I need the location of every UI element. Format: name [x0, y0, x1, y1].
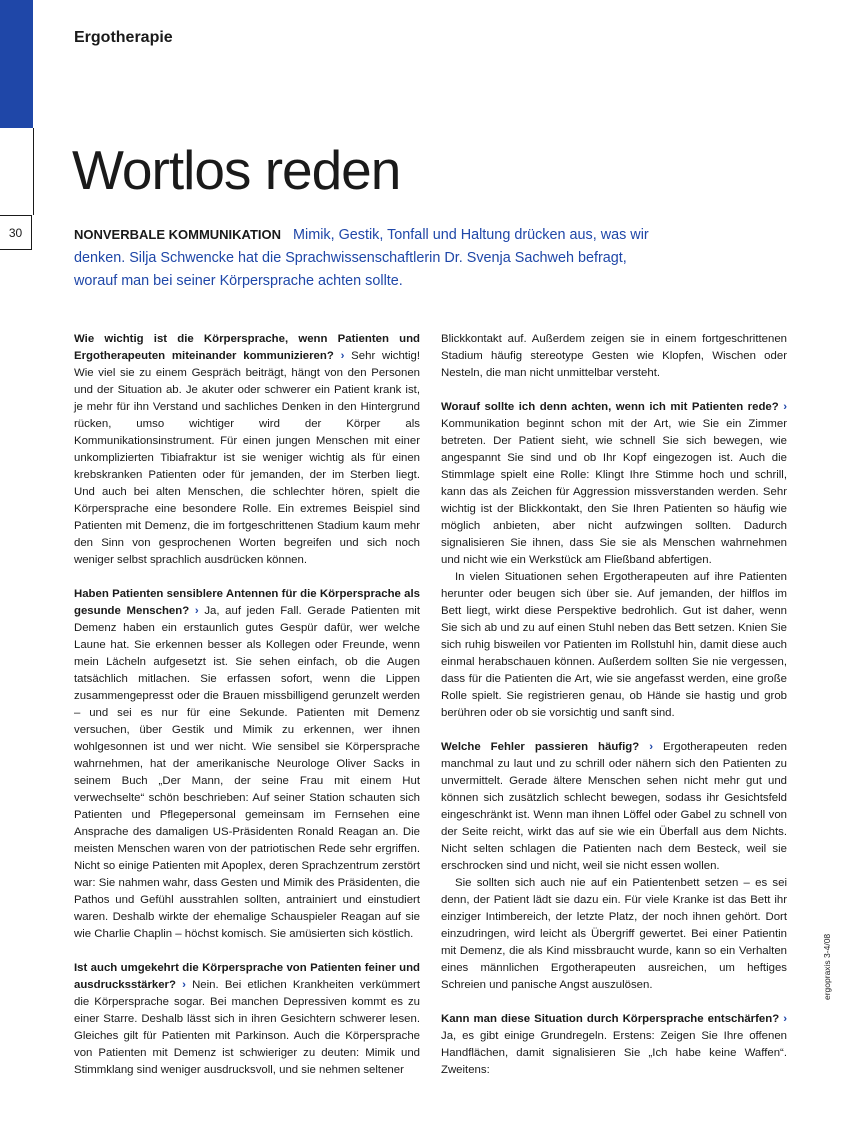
- column-left: [74, 331, 420, 1096]
- arrow-icon: ›: [182, 979, 186, 991]
- lead-text: Mimik, Gestik, Tonfall und Haltung drücken aus, was wir denken. Silja Schwencke hat die Sprachwissenschaftlerin Dr. Svenja Sachweh befragt, worauf man bei seiner Körpersprache achten sollte.: [74, 227, 649, 289]
- article-lead: [74, 223, 654, 293]
- margin-rule: [33, 128, 34, 215]
- question: Worauf sollte ich denn achten, wenn ich mit Patienten rede?: [441, 401, 779, 413]
- continuation-paragraph: Blickkontakt auf. Außerdem zeigen sie in einem fortgeschrittenen Stadium häufig stereotype Gesten wie Klopfen, Wischen oder Nesteln, die man nicht unmittelbar versteht.: [441, 333, 787, 379]
- question: Haben Patienten sensiblere Antennen für die Körpersprache als gesunde Menschen?: [74, 588, 420, 617]
- question: Ist auch umgekehrt die Körpersprache von Patienten feiner und ausdrucksstärker?: [74, 962, 420, 991]
- answer: Kommunikation beginnt schon mit der Art, wie Sie ein Zimmer betreten. Der Patient sieht, wie schnell Sie sich bewegen, wie angespannt Sie sind und ob Ihr Kopf eingezogen ist. Auch die Stimmlage spielt eine Rolle: Klingt Ihre Stimme hoch und schrill, kann das als Zeichen für Aggression missverstanden werden. Sehr wichtig ist der Blickkontakt, den Sie Ihren Patienten so häufig wie möglich anbieten, aber nicht aufzwingen sollten. Dadurch signalisieren Sie ihnen, dass Sie sie als Menschen wahrnehmen und nicht wie ein Werkstück am Fließband abfertigen.: [441, 418, 787, 566]
- question: Wie wichtig ist die Körpersprache, wenn Patienten und Ergotherapeuten miteinander kommunizieren?: [74, 333, 420, 362]
- body-paragraph: In vielen Situationen sehen Ergotherapeuten auf ihre Patienten herunter oder beugen sich über sie. Auf jemanden, der hilflos im Bett liegt, wirkt diese Perspektive bedrohlich. Gut ist daher, wenn Sie sich ab und zu auf einen Stuhl neben das Bett setzen. Knien Sie sich ruhig bisweilen vor Patienten im Rollstuhl hin, damit diese auch einmal herabschauen können. Außerdem sollten Sie nie vergessen, dass für die Patienten die Art, wie sie angefasst werden, eine große Rolle spielt. Sie registrieren genau, ob Hände sie hastig und grob berühren oder ob sie vorsichtig und sanft sind.: [441, 571, 787, 719]
- answer: Ergotherapeuten reden manchmal zu laut und zu schrill oder nähern sich den Patienten zu unvermittelt. Gerade ältere Menschen sehen nicht mehr gut und können sich zusätzlich schlecht bewegen, sodass ihr Gesichtsfeld eingeschränkt ist. Wenn man ihnen Löffel oder Gabel zu schnell von der Seite reicht, wirkt das auf sie wie ein Überfall aus dem Nichts. Nicht selten schlagen die Patienten nach dem Besteck, weil sie erschrocken sind und nicht, weil sie nicht essen wollen.: [441, 741, 787, 872]
- kicker: NONVERBALE KOMMUNIKATION: [74, 227, 282, 242]
- answer: Sehr wichtig! Wie viel sie zu einem Gespräch beiträgt, hängt von den Personen und der Situation ab. Je akuter oder schwerer ein Patient krank ist, je mehr für ihn Verstand und sachliches Denken in den Hintergrund rücken, umso wichtiger wird der Körper als Kommunikationsinstrument. Für einen jungen Menschen mit einer unkomplizierten Tibiafraktur ist sie weniger wichtig als für einen krebskranken Patienten oder für jemanden, der im Sterben liegt. Und auch bei alten Menschen, die schlechter hören, spielt die Körpersprache eine besondere Rolle. Ein extremes Beispiel sind Patienten mit Demenz, die im fortgeschrittenen Stadium kaum mehr den Sinn von gesprochenen Worten begreifen und sich noch weniger selbst sprachlich ausdrücken können.: [74, 350, 420, 566]
- body-paragraph: Sie sollten sich auch nie auf ein Patientenbett setzen – es sei denn, der Patient lädt sie dazu ein. Für viele Kranke ist das Bett ihr einziger Intimbereich, der letzte Platz, der noch ihnen gehört. Dort einzudringen, wird leicht als Übergriff gewertet. Bei einer Patientin mit Demenz, die als Kind missbraucht wurde, kann so ein Verhalten eines männlichen Ergotherapeuten ausreichen, um heftiges Schreien und panische Angst auszulösen.: [441, 877, 787, 991]
- qa-paragraph: [74, 586, 420, 943]
- arrow-icon: ›: [783, 401, 787, 413]
- article-title: Wortlos reden: [72, 139, 401, 201]
- qa-paragraph: [74, 331, 420, 569]
- qa-paragraph: [441, 1011, 787, 1079]
- arrow-icon: ›: [194, 605, 199, 617]
- question: Welche Fehler passieren häufig?: [441, 741, 640, 753]
- column-right: [441, 331, 787, 1079]
- answer: Ja, auf jeden Fall. Gerade Patienten mit Demenz haben ein erstaunlich gutes Gespür dafür, wer welche Laune hat. Sie erkennen besser als Kollegen oder Freunde, wenn mein Lächeln aufgesetzt ist. Sie sehen einfach, ob die Augen tatsächlich mitlachen. Sie erfassen sofort, wenn die Lippen zusammengepresst oder die Brauen missbilligend gerunzelt werden – und sei es nur für eine Sekunde. Patienten mit Demenz versuchen, über Gestik und Mimik zu erkennen, wer ihnen wohlgesonnen ist und wer nicht. Wie sensibel sie Körpersprache wahrnehmen, hat der amerikanische Neurologe Oliver Sacks in seinem Buch „Der Mann, der seine Frau mit einem Hut verwechselte“ schön beschrieben: Auf seiner Station schauten sich Patienten und Pflegepersonal gemeinsam im Fernsehen eine Ansprache des damaligen US-Präsidenten Ronald Reagan an. Die meisten Menschen waren von der patriotischen Rede sehr ergriffen. Nicht so einige Patienten mit Apoplex, deren Sprachzentrum zerstört war: Sie nahmen wahr, dass Gesten und Mimik des Präsidenten, die Pathos und Gefühl ausstrahlen sollten, antrainiert und einstudiert waren. Deshalb wirkte der ehemalige Schauspieler Reagan auf sie wie Charlie Chaplin – höchst komisch. Sie amüsierten sich köstlich.: [74, 605, 421, 940]
- arrow-icon: ›: [649, 741, 653, 753]
- qa-paragraph: [441, 399, 787, 569]
- answer: Ja, es gibt einige Grundregeln. Erstens: Zeigen Sie Ihre offenen Handflächen, damit signalisieren Sie „Ich habe keine Waffen“. Zweitens:: [441, 1030, 787, 1076]
- section-label: Ergotherapie: [74, 29, 173, 46]
- journal-issue-label: ergopraxis 3-4/08: [822, 933, 832, 1000]
- question: Kann man diese Situation durch Körpersprache entschärfen?: [441, 1013, 780, 1025]
- accent-bar: [0, 0, 33, 128]
- arrow-icon: ›: [783, 1013, 787, 1025]
- answer: Nein. Bei etlichen Krankheiten verkümmert die Körpersprache sogar. Bei manchen Depressiven kommt es zu einer Starre. Deshalb lässt sich in ihren Gesichtern schwerer lesen. Gleiches gilt für Patienten mit Parkinson. Auch die Körpersprache von Patienten mit Demenz ist schwieriger zu deuten: Mimik und Stimmklang sind weniger ausdrucksvoll, und sie nehmen seltener: [74, 979, 420, 1076]
- qa-paragraph: [74, 960, 420, 1079]
- arrow-icon: ›: [340, 350, 345, 362]
- page-number: 30: [0, 215, 32, 250]
- qa-paragraph: [441, 739, 787, 875]
